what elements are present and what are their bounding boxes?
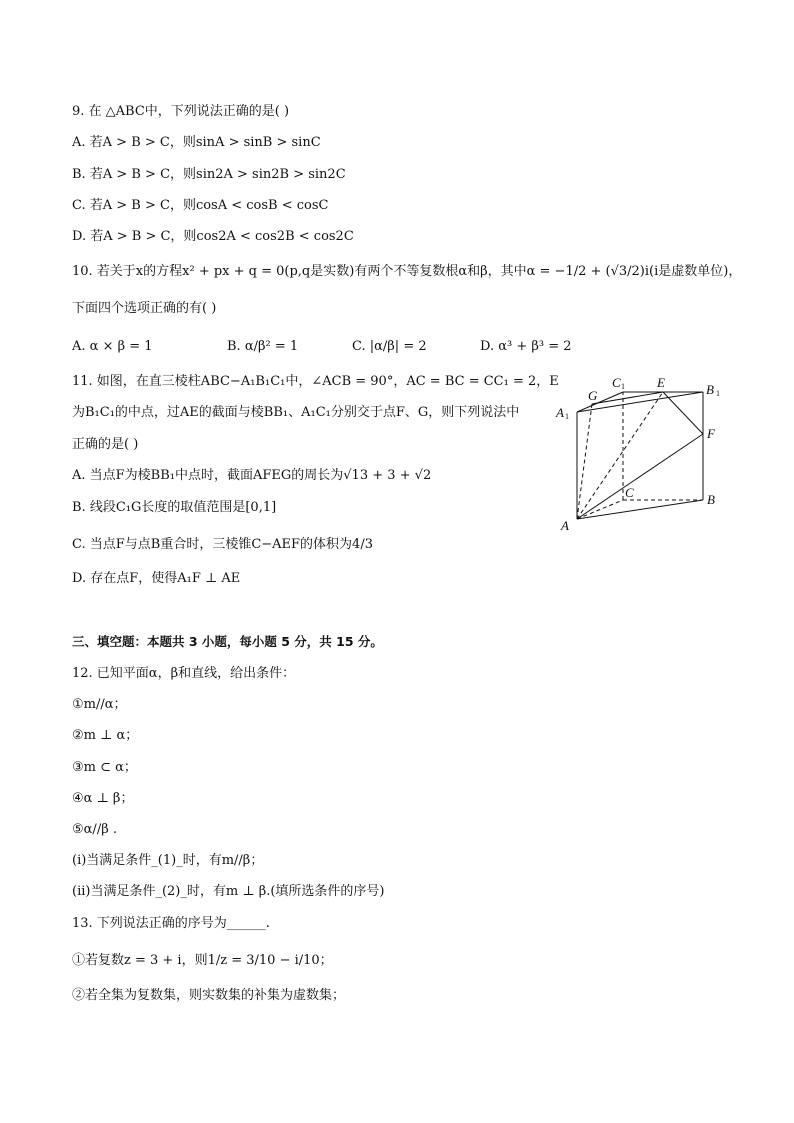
q13-stem: 13. 下列说法正确的序号为______. xyxy=(72,916,270,931)
segment-GE xyxy=(592,392,663,404)
q10-option-a: A. α × β = 1 xyxy=(72,339,153,354)
q10-option-d: D. α³ + β³ = 2 xyxy=(480,339,572,354)
segment-AG xyxy=(577,404,592,519)
q12-part-2: (ii)当满足条件_(2)_时，有m ⊥ β.(填所选条件的序号) xyxy=(72,884,385,899)
q12-stem: 12. 已知平面α，β和直线，给出条件： xyxy=(72,666,296,681)
label-G: G xyxy=(588,388,598,403)
q12-condition-4: ④α ⊥ β； xyxy=(72,791,134,806)
q9-option-b: B. 若A > B > C，则sin2A > sin2B > sin2C xyxy=(72,167,346,182)
edge-AC xyxy=(577,500,623,519)
label-C1-sub: 1 xyxy=(621,382,625,391)
q10-option-b: B. α/β² = 1 xyxy=(227,339,299,354)
section3-heading: 三、填空题：本题共 3 小题，每小题 5 分，共 15 分。 xyxy=(72,634,383,649)
edge-A1C1 xyxy=(577,392,623,412)
label-A1-sub: 1 xyxy=(565,412,569,421)
q9-option-d: D. 若A > B > C，则cos2A < cos2B < cos2C xyxy=(72,229,354,244)
label-E: E xyxy=(657,375,665,390)
q10-stem-line1: 10. 若关于x的方程x² + px + q = 0(p,q是实数)有两个不等复数根α和β，其中α = −1/2 + (√3/2)i(i是虚数单位)， xyxy=(72,264,742,279)
q13-item-2: ②若全集为复数集，则实数集的补集为虚数集； xyxy=(72,988,346,1003)
q11-option-d: D. 存在点F，使得A₁F ⊥ AE xyxy=(72,571,241,586)
label-C1: C xyxy=(612,375,621,390)
q11-option-c: C. 当点F与点B重合时，三棱锥C−AEF的体积为4/3 xyxy=(72,537,373,552)
label-C: C xyxy=(625,485,634,500)
label-F: F xyxy=(707,426,715,441)
q11-option-a: A. 当点F为棱BB₁中点时，截面AFEG的周长为√13 + 3 + √2 xyxy=(72,468,432,483)
q11-stem-line2: 为B₁C₁的中点，过AE的截面与棱BB₁、A₁C₁分别交于点F、G，则下列说法中 xyxy=(72,405,520,420)
segment-EF xyxy=(663,392,703,434)
label-B1: B xyxy=(706,382,714,397)
q12-condition-3: ③m ⊂ α； xyxy=(72,760,137,775)
q9-stem: 9. 在 △ABC中，下列说法正确的是( ) xyxy=(72,104,290,119)
label-A: A xyxy=(561,518,569,532)
label-A1: A xyxy=(556,405,564,420)
q9-option-c: C. 若A > B > C，则cosA < cosB < cosC xyxy=(72,198,329,213)
q12-condition-5: ⑤α//β . xyxy=(72,822,117,837)
label-B: B xyxy=(707,492,715,507)
q10-option-c: C. |α/β| = 2 xyxy=(352,339,427,354)
q12-condition-1: ①m//α； xyxy=(72,697,127,712)
label-B1-sub: 1 xyxy=(716,389,720,398)
q11-stem-line3: 正确的是( ) xyxy=(72,437,139,452)
segment-AF xyxy=(577,434,703,519)
q9-option-a: A. 若A > B > C，则sinA > sinB > sinC xyxy=(72,135,321,150)
q11-stem-line1: 11. 如图，在直三棱柱ABC−A₁B₁C₁中，∠ACB = 90°，AC = BC = CC₁ = 2，E xyxy=(72,374,559,389)
segment-AE xyxy=(577,392,663,519)
q10-stem-line2: 下面四个选项正确的有( ) xyxy=(72,301,217,316)
q11-option-b: B. 线段C₁G长度的取值范围是[0,1] xyxy=(72,500,277,515)
q12-part-1: (i)当满足条件_(1)_时，有m//β； xyxy=(72,853,264,868)
prism-figure xyxy=(555,372,730,532)
q13-item-1: ①若复数z = 3 + i，则1/z = 3/10 − i/10； xyxy=(72,953,333,968)
q12-condition-2: ②m ⊥ α； xyxy=(72,728,139,743)
edge-AB xyxy=(577,500,703,519)
